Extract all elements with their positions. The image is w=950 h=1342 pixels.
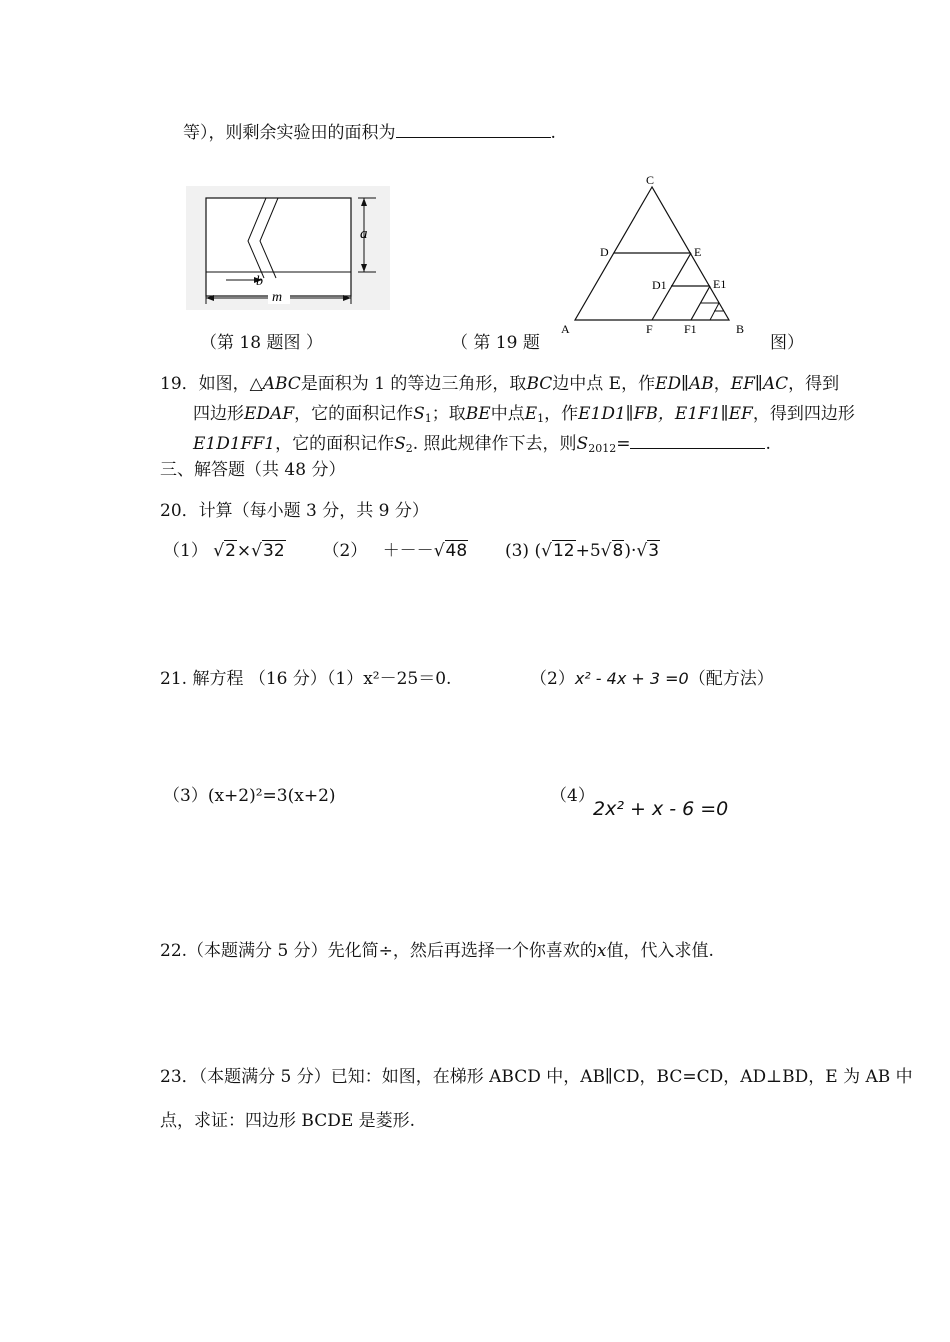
figure-18 [186,186,390,310]
q21-part3: （3）(x+2)²=3(x+2) [163,786,336,806]
fig18-label-m: m [272,290,283,305]
q19-line2: 四边形EDAF，它的面积记作$S_1$；取BE中点$E_1$，作E1D1∥FB，E1F1∥EF，得到四边形 [193,404,855,425]
fig19-label-D: D [600,245,609,259]
q18-line: 等），则剩余实验田的面积为 . [183,123,556,143]
sqrt-8: √8 [600,541,624,561]
q18-text: 等），则剩余实验田的面积为 [183,123,396,143]
sqrt-12: √12 [541,541,575,561]
q22-line: 22.（本题满分 5 分）先化简÷，然后再选择一个你喜欢的x值，代入求值. [160,941,714,961]
q19-line3: E1D1FF1，它的面积记作$S_2$. 照此规律作下去，则$S_{2012}=$ . [193,434,771,455]
fig19-label-D1: D1 [652,278,667,292]
fig19-label-F1: F1 [684,322,697,336]
fig19-caption-right: 图） [770,333,804,353]
q18-answer-blank[interactable] [396,137,551,138]
q23-line2: 点，求证：四边形 BCDE 是菱形. [160,1111,416,1131]
sqrt-2: √2 [213,541,236,561]
fig19-label-C: C [646,173,655,187]
fig19-label-E: E [694,245,702,259]
fig18-label-b: b [256,274,263,289]
q21-eq3: (x+2)²=3(x+2) [207,786,336,806]
q21-line1: 21. 解方程 （16 分）（1）x²－25＝0. [160,669,452,689]
q21-eq2: x² - 4x + 3 =0 [574,669,689,688]
fig19-label-B: B [736,322,745,336]
sqrt-32: √32 [251,541,285,561]
section-3-heading: 三、解答题（共 48 分） [160,460,346,480]
q21-part4-label: （4） [550,786,595,806]
q19-answer-blank[interactable] [630,448,765,449]
fig19-caption-left: （ 第 19 题 [451,333,540,353]
q21-eq4: 2x² + x - 6 =0 [593,798,729,820]
q20-title: 20．计算（每小题 3 分，共 9 分） [160,501,429,521]
q21-part2: （2）x² - 4x + 3 =0（配方法） [530,669,774,689]
fig18-caption: （第 18 题图 ） [200,333,323,353]
q20-problems: （1） √2×√32 （2） ＋－－√48 (3) (√12+5√8)·√3 [163,541,660,561]
q21-eq1: x²－25＝0. [363,669,452,689]
fig19-label-A: A [561,322,570,336]
q19-line1: 19．如图，△ABC是面积为 1 的等边三角形，取BC边中点 E，作ED∥AB，EF∥AC，得到 [160,374,840,394]
sqrt-3: √3 [636,541,660,561]
q23-line1: 23．（本题满分 5 分）已知：如图，在梯形 ABCD 中，AB∥CD，BC=CD，AD⊥BD，E 为 AB 中 [160,1067,913,1087]
figure-19 [555,172,755,337]
fig19-label-E1: E1 [713,277,727,291]
sqrt-48: √48 [433,541,468,561]
fig19-label-F: F [646,322,653,336]
fig18-label-a: a [360,226,368,242]
